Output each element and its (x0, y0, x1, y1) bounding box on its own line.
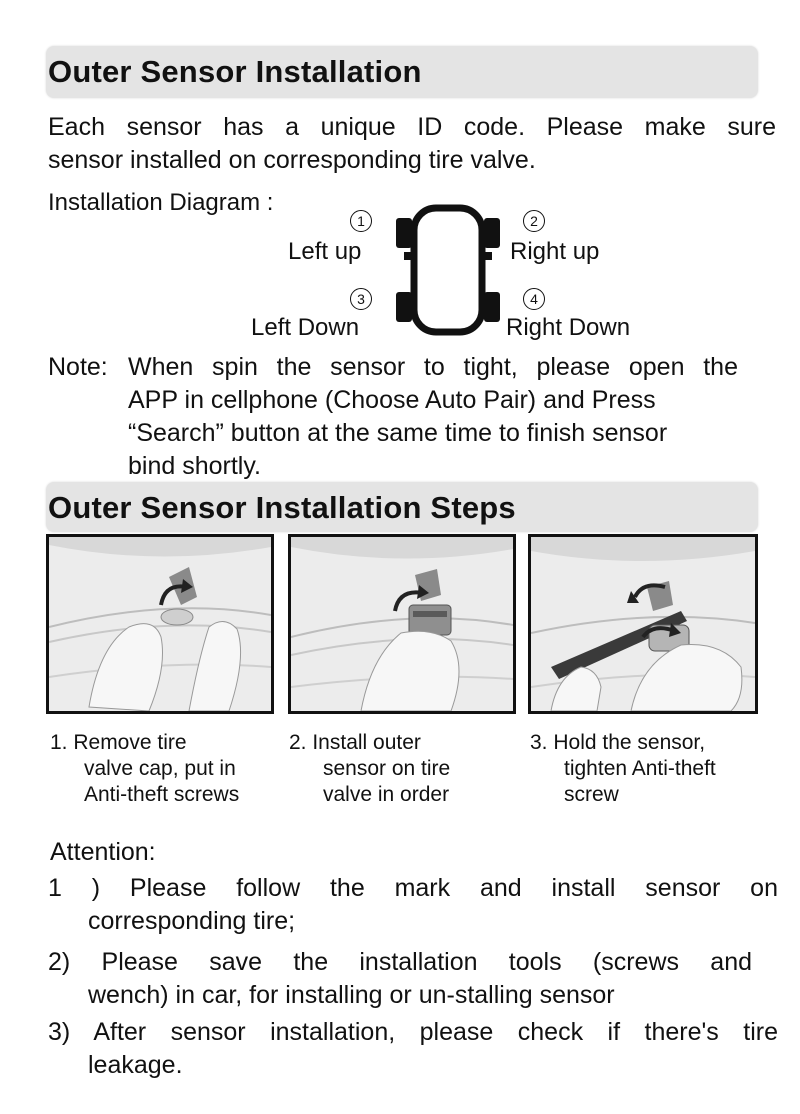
note-line-1: When spin the sensor to tight, please open the (128, 353, 738, 381)
note-label: Note: (48, 353, 108, 381)
step-1-caption-line-2: valve cap, put in (84, 757, 236, 780)
attention-item-3-line-1: 3) After sensor installation, please check if there's tire (48, 1018, 778, 1046)
attention-item-3-line-2: leakage. (88, 1051, 183, 1079)
step-3-caption-line-2: tighten Anti-theft (564, 757, 716, 780)
car-top-view-diagram (392, 200, 504, 340)
attention-item-2-line-2: wench) in car, for installing or un-stalling sensor (88, 981, 615, 1009)
section-title-installation: Outer Sensor Installation (48, 54, 422, 89)
label-right-down: Right Down (506, 314, 631, 341)
position-number-3: 3 (350, 288, 372, 310)
attention-item-1-line-2: corresponding tire; (88, 907, 296, 935)
step-2-caption-line-1: 2. Install outer (289, 731, 421, 754)
diagram-label: Installation Diagram : (48, 189, 274, 216)
note-line-2: APP in cellphone (Choose Auto Pair) and Press (128, 386, 656, 414)
step-1-photo (46, 534, 274, 714)
note-line-3: “Search” button at the same time to finish sensor (128, 419, 668, 447)
position-number-1: 1 (350, 210, 372, 232)
step-3-caption-line-1: 3. Hold the sensor, (530, 731, 706, 754)
step-3-caption (530, 730, 716, 808)
step-1-caption (50, 730, 239, 808)
attention-item-2-line-1: 2) Please save the installation tools (screws and (48, 948, 752, 976)
step-3-photo (528, 534, 758, 714)
intro-line-2: sensor installed on corresponding tire valve. (48, 146, 536, 174)
note-line-4: bind shortly. (128, 452, 261, 480)
step-2-caption-line-3: valve in order (323, 783, 450, 806)
step-2-caption-line-2: sensor on tire (323, 757, 451, 780)
label-right-up: Right up (510, 238, 600, 265)
section-title-steps: Outer Sensor Installation Steps (48, 490, 516, 525)
position-number-4: 4 (523, 288, 545, 310)
step-2-caption (289, 730, 450, 808)
label-left-down: Left Down (251, 314, 360, 341)
intro-line-1: Each sensor has a unique ID code. Please make sure (48, 113, 776, 141)
step-1-caption-line-3: Anti-theft screws (84, 783, 240, 806)
label-left-up: Left up (288, 238, 362, 265)
step-2-photo (288, 534, 516, 714)
attention-item-1-line-1: 1 ) Please follow the mark and install sensor on (48, 874, 778, 902)
attention-heading: Attention: (50, 838, 156, 866)
position-number-2: 2 (523, 210, 545, 232)
step-3-caption-line-3: screw (564, 783, 619, 806)
step-1-caption-line-1: 1. Remove tire (50, 731, 187, 754)
